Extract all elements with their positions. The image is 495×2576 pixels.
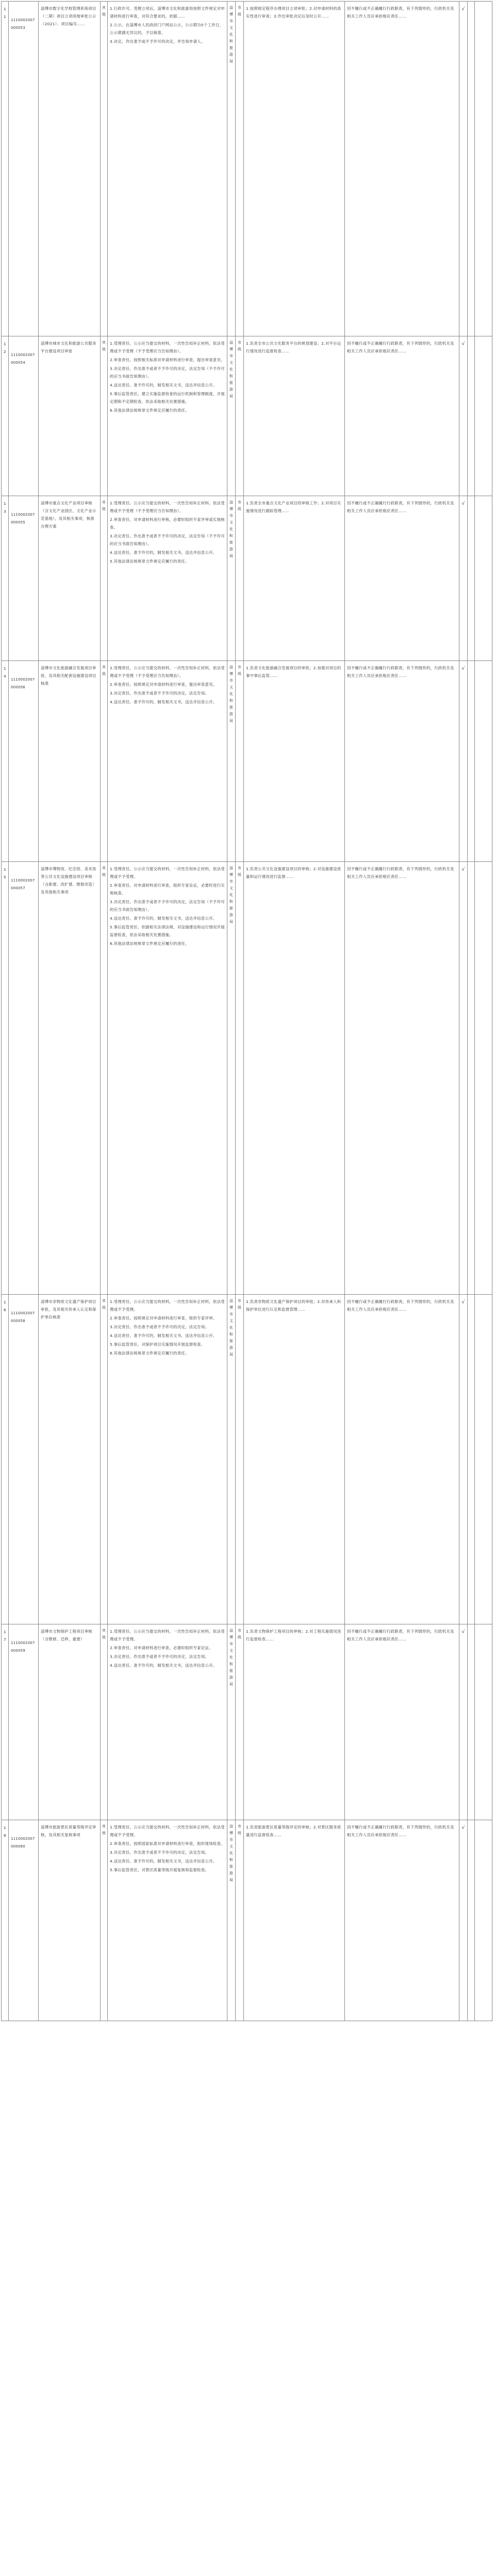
row-subject: 淄博市文化和旅游局 (229, 1824, 234, 1882)
row-blank-cell (468, 2, 475, 336)
row-type-cell (101, 862, 108, 1295)
row-org-cell (236, 336, 244, 496)
row-code: 1110002007000058 (11, 1311, 35, 1323)
row-type: 其他 (102, 1299, 106, 1310)
row-number: 17 (4, 1629, 7, 1642)
row-code-cell (9, 1820, 39, 2021)
row-subject: 淄博市文化和旅游局 (229, 1299, 234, 1357)
row-note-cell (475, 661, 492, 862)
row-basis (108, 2, 227, 49)
row-blank (468, 496, 474, 502)
row-code: 1110002007000059 (11, 1640, 35, 1653)
table-row (2, 1820, 492, 2021)
basis-paragraph: 1.受理责任。公示应当提交的材料，一次性告知补正材料，依法受理或不予受理（不予受理应当告知理由）。 (110, 666, 225, 678)
row-duty-cell (244, 1295, 345, 1624)
table-row (2, 862, 492, 1295)
basis-paragraph: 4.送达责任。准予许可的，制发相关文书，送达并信息公开。 (110, 383, 217, 387)
row-note-cell (475, 2, 492, 336)
row-blank-cell (468, 1624, 475, 1820)
row-basis (108, 862, 227, 952)
basis-paragraph: 1.受理责任。公示应当提交的材料，一次性告知补正材料，依法受理或不予受理。 (110, 867, 225, 879)
basis-paragraph: 4.送达责任。准予许可的，制发相关文书，送达并信息公开。 (110, 700, 217, 704)
row-note (475, 336, 492, 343)
basis-paragraph: 6.其他法律法规规章文件规定应履行的责任。 (110, 408, 189, 413)
row-note-cell (475, 496, 492, 661)
basis-paragraph: 2.审查责任。对申请材料进行审查，组织专家论证，必要时进行实地核查。 (110, 883, 225, 895)
row-code: 1110002007000060 (11, 1836, 35, 1849)
row-type-cell (101, 1820, 108, 2021)
row-subject: 淄博市文化和旅游局 (229, 665, 234, 723)
row-blank-cell (468, 1820, 475, 2021)
row-org: 市级 (237, 1299, 242, 1310)
row-duty-cell (244, 336, 345, 496)
row-accountability: 因不履行或不正确履行行政职责，有下列情形的，行政机关及相关工作人员应承担相应责任…… (347, 341, 454, 353)
row-type-cell (101, 2, 108, 336)
row-item-name: 淄博市城市文化和旅游公共服务平台建设项目审批 (41, 341, 96, 353)
row-accountability-cell (345, 496, 459, 661)
row-basis (108, 661, 227, 710)
row-duty: 1.负责全市重点文化产业项目的审核工作；2.对项目实施情况进行跟踪管理…… (246, 501, 341, 513)
row-blank-cell (468, 862, 475, 1295)
row-org-cell (236, 862, 244, 1295)
row-blank (468, 661, 474, 667)
row-item-name: 淄博市重点文化产业项目审核（含文化产业园区、文化产业示范基地），及其相关事项，核准办理方案 (41, 501, 96, 529)
row-note-cell (475, 336, 492, 496)
row-code-cell (9, 2, 39, 336)
row-org: 市级 (237, 6, 242, 16)
row-blank (468, 1820, 474, 1826)
basis-paragraph: 2.审查责任。按照相关标准对申请材料进行审查，提出审查意见。 (110, 358, 225, 362)
row-accountability: 因不履行或不正确履行行政职责，有下列情形的，行政机关及相关工作人员应承担相应责任…… (347, 6, 454, 19)
row-note (475, 862, 492, 868)
row-number-cell (2, 2, 9, 336)
row-blank (468, 2, 474, 8)
row-type: 其他 (102, 500, 106, 511)
row-basis-cell (108, 2, 227, 336)
row-check-cell (459, 862, 468, 1295)
basis-paragraph: 4.送达责任。准予许可的，制发相关文书，送达并信息公开。 (110, 916, 217, 921)
row-note (475, 1295, 492, 1301)
basis-paragraph: 3.决定责任。作出准予或者不予许可的决定，法定告知（不予许可的应当书面告知理由）。 (110, 366, 225, 379)
row-note-cell (475, 862, 492, 1295)
row-number-cell (2, 1624, 9, 1820)
row-code: 1110002007000057 (11, 878, 35, 890)
row-duty-cell (244, 1624, 345, 1820)
row-type-cell (101, 336, 108, 496)
basis-paragraph: 3.决定责任。作出准予或者不予许可的决定，法定告知（不予许可的应当书面告知理由）。 (110, 900, 225, 912)
row-subject-cell (227, 496, 236, 661)
row-check-cell (459, 1295, 468, 1624)
row-subject: 淄博市文化和旅游局 (229, 1629, 234, 1686)
basis-paragraph: 2.审查责任。对申请材料进行审核，必要时组织专家评审或实地核查。 (110, 517, 225, 530)
row-check-cell (459, 1820, 468, 2021)
row-number: 12 (4, 341, 7, 354)
row-accountability: 因不履行或不正确履行行政职责，有下列情形的，行政机关及相关工作人员应承担相应责任…… (347, 867, 454, 879)
row-org: 市级 (237, 1629, 242, 1639)
row-basis-cell (108, 661, 227, 862)
table-row (2, 661, 492, 862)
row-basis-cell (108, 1624, 227, 1820)
row-item-name-cell (39, 1820, 101, 2021)
row-subject-cell (227, 862, 236, 1295)
row-number: 11 (4, 6, 7, 19)
row-code-cell (9, 496, 39, 661)
row-org-cell (236, 1295, 244, 1624)
row-org: 市级 (237, 341, 242, 351)
row-accountability-cell (345, 862, 459, 1295)
row-blank (468, 862, 474, 868)
row-org-cell (236, 661, 244, 862)
row-accountability: 因不履行或不正确履行行政职责，有下列情形的，行政机关及相关工作人员应承担相应责任…… (347, 1299, 454, 1312)
row-basis-cell (108, 496, 227, 661)
row-check: √ (461, 666, 465, 671)
row-subject-cell (227, 661, 236, 862)
row-duty-cell (244, 2, 345, 336)
row-accountability: 因不履行或不正确履行行政职责，有下列情形的，行政机关及相关工作人员应承担相应责任…… (347, 1825, 454, 1837)
row-check: √ (461, 501, 465, 506)
row-check: √ (461, 1300, 465, 1305)
basis-paragraph: 2.审查责任。按照规定对申请材料进行审查，提出审查意见。 (110, 682, 217, 687)
row-duty: 1.负责旅游景区质量等级评定的审核；2.对景区服务质量进行监督检查…… (246, 1825, 341, 1837)
basis-paragraph: 3.决定。作出准予或不予许可的决定，并告知申请人。 (110, 39, 205, 44)
basis-paragraph: 6.其他法律法规规章文件规定应履行的责任。 (110, 1351, 189, 1355)
row-org: 市级 (237, 500, 242, 511)
row-check-cell (459, 2, 468, 336)
row-basis (108, 1295, 227, 1361)
row-duty-cell (244, 661, 345, 862)
row-accountability-cell (345, 1624, 459, 1820)
basis-paragraph: 1.行政许可。受理立项后，淄博市文化和旅游局按照文件规定对申请材料进行审查，对符合要求的，依据…… (110, 6, 225, 19)
row-blank (468, 336, 474, 343)
basis-paragraph: 3.决定责任。作出准予或者不予许可的决定，法定告知。 (110, 1325, 209, 1329)
row-type: 其他 (102, 665, 106, 676)
row-item-name: 淄博市数字化学校管理系统项目（二期）项目立项用地审批公示（2021）、项目编号…… (41, 6, 96, 26)
row-basis (108, 496, 227, 569)
row-duty-cell (244, 1820, 345, 2021)
basis-paragraph: 1.受理责任。公示应当提交的材料，一次性告知补正材料，依法受理或不予受理。 (110, 1825, 225, 1837)
basis-paragraph: 2.审查责任。按照规定对申请材料进行审查，组织专家评审。 (110, 1316, 217, 1320)
row-note (475, 1820, 492, 1826)
row-item-name-cell (39, 2, 101, 336)
row-subject-cell (227, 1624, 236, 1820)
row-type-cell (101, 1624, 108, 1820)
row-type-cell (101, 661, 108, 862)
row-number-cell (2, 862, 9, 1295)
row-check: √ (461, 1630, 465, 1635)
row-duty: 1.负责全市公共文化服务平台的规划建设；2.对平台运行情况进行监督检查…… (246, 341, 341, 353)
row-number-cell (2, 1295, 9, 1624)
row-code-cell (9, 1624, 39, 1820)
row-duty: 1.负责非物质文化遗产保护项目的审批；2.对传承人和保护单位进行认定和监督管理…… (246, 1299, 341, 1312)
row-number-cell (2, 336, 9, 496)
row-blank-cell (468, 661, 475, 862)
row-subject-cell (227, 1820, 236, 2021)
row-check-cell (459, 1624, 468, 1820)
row-subject-cell (227, 336, 236, 496)
row-check-cell (459, 336, 468, 496)
row-note-cell (475, 1820, 492, 2021)
basis-paragraph: 1.受理责任。公示应当提交的材料，一次性告知补正材料，依法受理或不予受理（不予受理应当告知理由）。 (110, 341, 225, 353)
row-code-cell (9, 336, 39, 496)
basis-paragraph: 5.事后监管责任。对保护项目实施情况开展监督检查。 (110, 1342, 205, 1347)
row-accountability-cell (345, 2, 459, 336)
row-check-cell (459, 661, 468, 862)
row-basis (108, 1624, 227, 1673)
basis-paragraph: 1.受理责任。公示应当提交的材料，一次性告知补正材料，依法受理或不予受理。 (110, 1629, 225, 1641)
row-accountability: 因不履行或不正确履行行政职责，有下列情形的，行政机关及相关工作人员应承担相应责任…… (347, 666, 454, 678)
row-duty: 1.负责公共文化设施建设项目的审核；2.对设施建设质量和运行情况进行监督…… (246, 867, 341, 879)
row-accountability-cell (345, 1295, 459, 1624)
row-basis-cell (108, 1295, 227, 1624)
row-number: 16 (4, 1299, 7, 1312)
row-item-name: 淄博市旅游景区质量等级评定审核，及其相关复核事项 (41, 1825, 96, 1837)
row-org-cell (236, 1624, 244, 1820)
row-note (475, 661, 492, 667)
row-type: 其他 (102, 6, 106, 16)
row-number-cell (2, 1820, 9, 2021)
row-accountability: 因不履行或不正确履行行政职责，有下列情形的，行政机关及相关工作人员应承担相应责任…… (347, 1629, 454, 1641)
row-code-cell (9, 1295, 39, 1624)
row-accountability-cell (345, 661, 459, 862)
row-duty-cell (244, 862, 345, 1295)
row-blank (468, 1295, 474, 1301)
basis-paragraph: 6.其他法律法规规章文件规定应履行的责任。 (110, 941, 189, 946)
row-number: 14 (4, 666, 7, 679)
row-check: √ (461, 867, 465, 872)
row-item-name-cell (39, 1295, 101, 1624)
row-org: 市级 (237, 665, 242, 676)
row-blank-cell (468, 1295, 475, 1624)
row-code: 1110002007000054 (11, 352, 35, 365)
basis-paragraph: 3.决定责任。作出准予或者不予许可的决定，法定告知。 (110, 1850, 209, 1855)
row-subject: 淄博市文化和旅游局 (229, 866, 234, 924)
row-number: 18 (4, 1825, 7, 1838)
basis-paragraph: 4.送达责任。准予许可的，制发相关文书，送达并信息公开。 (110, 550, 217, 555)
row-number: 13 (4, 501, 7, 514)
row-type: 其他 (102, 1629, 106, 1639)
basis-paragraph: 4.送达责任。准予许可的，制发相关文书，送达并信息公开。 (110, 1333, 217, 1338)
basis-paragraph: 5.事后监管责任。对景区质量等级开展复核和监督检查。 (110, 1868, 209, 1872)
row-check: √ (461, 7, 465, 12)
row-type-cell (101, 496, 108, 661)
table-row (2, 336, 492, 496)
row-duty: 1.负责文化旅游融合发展项目的审批；2.加强对项目的事中事后监管…… (246, 666, 341, 678)
row-number-cell (2, 496, 9, 661)
row-item-name: 淄博市文物保护工程项目审核（含维修、迁移、重建） (41, 1629, 92, 1641)
row-number: 15 (4, 867, 7, 879)
row-note-cell (475, 1624, 492, 1820)
basis-paragraph: 5.事后监管责任。建立实施监督检查的运行机制和管理制度，开展定期和不定期检查，依法采取相关处置措施。 (110, 392, 225, 404)
row-subject-cell (227, 2, 236, 336)
row-type-cell (101, 1295, 108, 1624)
row-blank (468, 1624, 474, 1631)
row-code: 1110002007000053 (11, 18, 35, 30)
row-subject: 淄博市文化和旅游局 (229, 341, 234, 398)
row-note-cell (475, 1295, 492, 1624)
basis-paragraph: 4.送达责任。准予许可的，制发相关文书，送达并信息公开。 (110, 1859, 217, 1863)
row-check: √ (461, 1825, 465, 1831)
basis-paragraph: 5.事后监管责任。依据相关法律法规，对设施建设和运行情况开展监督检查，依法采取相关处置措施。 (110, 925, 225, 937)
row-org-cell (236, 496, 244, 661)
row-code: 1110002007000056 (11, 677, 35, 689)
row-check-cell (459, 496, 468, 661)
basis-paragraph: 1.受理责任。公示应当提交的材料，一次性告知补正材料，依法受理或不予受理。 (110, 1299, 225, 1312)
row-type: 其他 (102, 1824, 106, 1835)
row-basis-cell (108, 862, 227, 1295)
row-item-name: 淄博市非物质文化遗产保护项目审批，及其相关传承人认定和保护单位核准 (41, 1299, 96, 1319)
basis-paragraph: 3.决定责任。作出准予或者不予许可的决定，法定告知。 (110, 691, 209, 696)
row-item-name: 淄博市文化旅游融合发展项目审批，及其相关配套设施建设项目核准 (41, 666, 96, 686)
row-code: 1110002007000055 (11, 512, 35, 524)
row-duty: 1.负责文物保护工程项目的审核；2.对工程实施情况进行监督检查…… (246, 1629, 341, 1641)
table-row (2, 1624, 492, 1820)
row-item-name: 淄博市博物馆、纪念馆、美术馆等公共文化设施建设项目审核（含新建、改扩建、维修改造）及其他相关事项 (41, 867, 96, 894)
row-check: √ (461, 342, 465, 347)
row-subject-cell (227, 1295, 236, 1624)
row-blank-cell (468, 336, 475, 496)
row-subject: 淄博市文化和旅游局 (229, 6, 234, 63)
table-row (2, 1295, 492, 1624)
row-item-name-cell (39, 336, 101, 496)
basis-paragraph: 2.公示。在淄博市人民政府门户网站公示，公示期为5个工作日，公示期满无异议的，予以核准。 (110, 23, 224, 35)
row-org: 市级 (237, 866, 242, 877)
row-code-cell (9, 661, 39, 862)
row-org: 市级 (237, 1824, 242, 1835)
row-basis-cell (108, 1820, 227, 2021)
basis-paragraph: 2.审查责任。对申请材料进行审查，必要时组织专家论证。 (110, 1646, 213, 1650)
row-number-cell (2, 661, 9, 862)
row-duty-cell (244, 496, 345, 661)
row-item-name-cell (39, 661, 101, 862)
row-blank-cell (468, 496, 475, 661)
basis-paragraph: 3.决定责任。作出准予或者不予许可的决定，法定告知（不予许可的应当书面告知理由）。 (110, 534, 225, 546)
row-accountability-cell (345, 336, 459, 496)
table-row (2, 2, 492, 336)
row-item-name-cell (39, 496, 101, 661)
basis-paragraph: 1.受理责任。公示应当提交的材料，一次性告知补正材料，依法受理或不予受理（不予受理应当告知理由）。 (110, 501, 225, 513)
table-row (2, 496, 492, 661)
row-item-name-cell (39, 862, 101, 1295)
row-type: 其他 (102, 341, 106, 351)
row-note (475, 1624, 492, 1631)
responsibility-table (1, 1, 492, 2021)
row-note (475, 496, 492, 502)
row-basis (108, 336, 227, 418)
row-accountability-cell (345, 1820, 459, 2021)
row-org-cell (236, 2, 244, 336)
basis-paragraph: 5.其他法律法规规章文件规定应履行的责任。 (110, 559, 189, 564)
row-org-cell (236, 1820, 244, 2021)
row-note (475, 2, 492, 8)
row-accountability: 因不履行或不正确履行行政职责，有下列情形的，行政机关及相关工作人员应承担相应责任…… (347, 501, 454, 513)
row-subject: 淄博市文化和旅游局 (229, 500, 234, 558)
row-basis (108, 1820, 227, 1878)
row-duty: 1.按照规定程序办理项目立项审批；2.对申请材料的真实性进行审查；3.作出审批决定后及时公开…… (246, 6, 341, 19)
basis-paragraph: 2.审查责任。按照国家标准对申请材料进行审查，组织现场检查。 (110, 1841, 225, 1846)
basis-paragraph: 4.送达责任。准予许可的，制发相关文书，送达并信息公开。 (110, 1663, 217, 1668)
row-code-cell (9, 862, 39, 1295)
basis-paragraph: 3.决定责任。作出准予或者不予许可的决定，法定告知。 (110, 1654, 209, 1659)
row-basis-cell (108, 336, 227, 496)
row-type: 其他 (102, 866, 106, 877)
row-item-name-cell (39, 1624, 101, 1820)
